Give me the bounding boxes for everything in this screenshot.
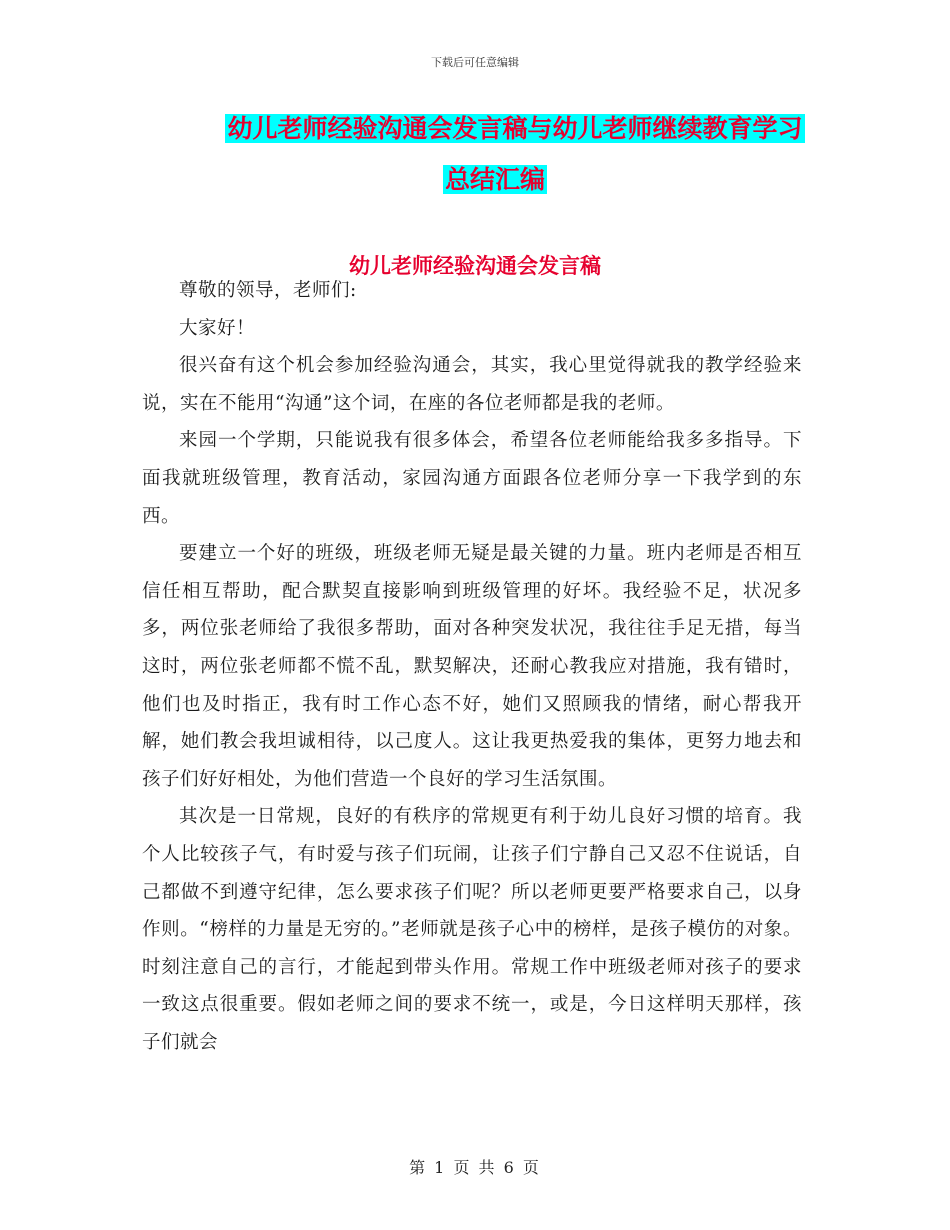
paragraph-salutation: 尊敬的领导，老师们: [179, 280, 357, 301]
section-title: 幼儿老师经验沟通会发言稿 [349, 254, 601, 278]
paragraph: 很兴奋有这个机会参加经验沟通会，其实，我心里觉得就我的教学经验来说，实在不能用“沟通”这个词，在座的各位老师都是我的老师。 [142, 355, 802, 414]
header-note: 下载后可任意编辑 [431, 56, 519, 69]
paragraph: 要建立一个好的班级，班级老师无疑是最关键的力量。班内老师是否相互信任相互帮助，配合默契直接影响到班级管理的好坏。我经验不足，状况多多，两位张老师给了我很多帮助，面对各种突发状况，我往往手足无措，每当这时，两位张老师都不慌不乱，默契解决，还耐心教我应对措施，我有错时，他们也及时指正，我有时工作心态不好，她们又照顾我的情绪，耐心帮我开解，她们教会我坦诚相待，以己度人。这让我更热爱我的集体，更努力地去和孩子们好好相处，为他们营造一个良好的学习生活氛围。 [142, 543, 802, 790]
body-text [142, 272, 802, 1061]
paragraph-greeting: 大家好！ [179, 317, 256, 339]
title-line-1: 幼儿老师经验沟通会发言稿与幼儿老师继续教育学习 [227, 114, 803, 143]
title-line-2: 总结汇编 [444, 165, 545, 194]
paragraph: 来园一个学期，只能说我有很多体会，希望各位老师能给我多多指导。下面我就班级管理，教育活动，家园沟通方面跟各位老师分享一下我学到的东西。 [142, 430, 802, 527]
paragraph: 其次是一日常规，良好的有秩序的常规更有利于幼儿良好习惯的培育。我个人比较孩子气，有时爱与孩子们玩闹，让孩子们宁静自己又忍不住说话，自己都做不到遵守纪律，怎么要求孩子们呢？所以老师更要严格要求自己，以身作则。“榜样的力量是无穷的。”老师就是孩子心中的榜样，是孩子模仿的对象。时刻注意自己的言行，才能起到带头作用。常规工作中班级老师对孩子的要求一致这点很重要。假如老师之间的要求不统一，或是，今日这样明天那样，孩子们就会 [142, 806, 802, 1053]
document-title [150, 112, 840, 214]
page-number: 第 1 页 共 6 页 [409, 1158, 541, 1177]
